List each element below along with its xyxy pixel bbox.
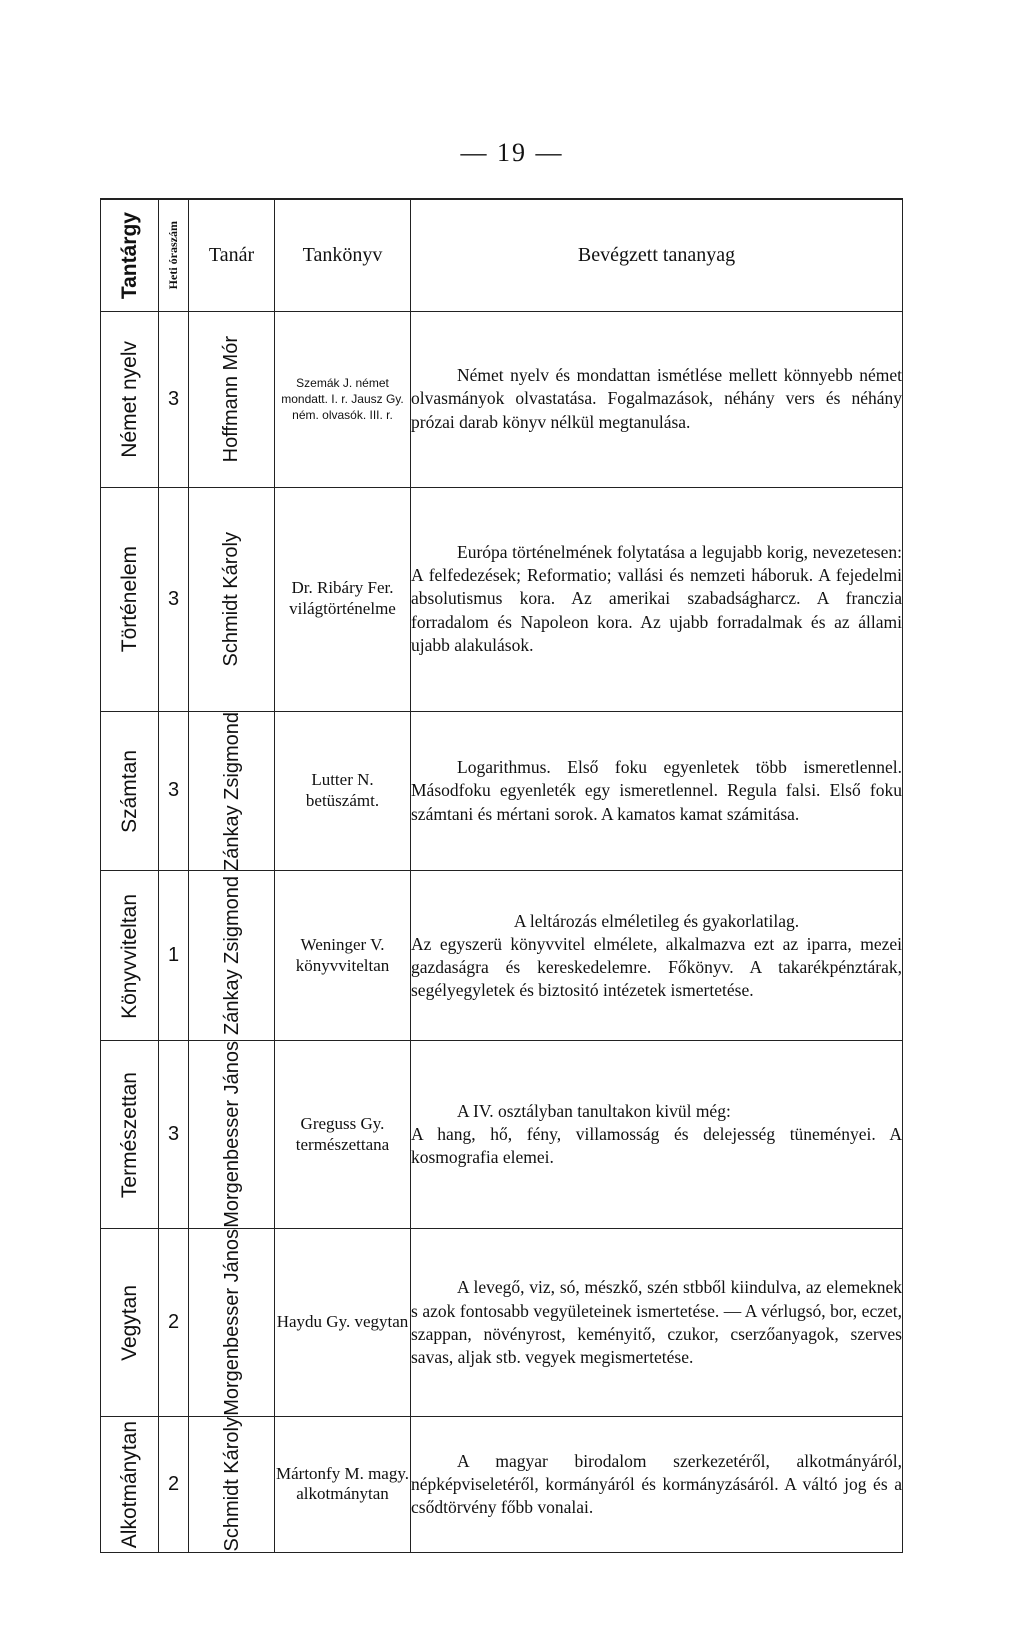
content-cell: A magyar birodalom szerkezetéről, alkotmányáról, népképviseletéről, kormányáról és kormányzásáról. A váltó jog és a csődtörvény főbb vonalai. [411,1417,903,1553]
textbook-cell: Mártonfy M. magy. alkotmánytan [275,1417,411,1553]
textbook-cell: Haydu Gy. vegytan [275,1229,411,1417]
table-row [101,711,903,871]
header-subject: Tantárgy [101,199,159,311]
textbook-cell: Greguss Gy. természettana [275,1041,411,1229]
teacher-cell: Hoffmann Mór [189,311,275,487]
header-content: Bevégzett tananyag [411,199,903,311]
teacher-cell: Morgenbesser János [189,1229,275,1417]
content-cell: A levegő, viz, só, mészkő, szén stbből kiindulva, az elemeknek s azok fontosabb vegyületeinek ismertetése. — A vérlugsó, bor, eczet, szappan, növényrost, keményitő, czukor, cserzőanyagok, szerves savas, aljak stb. vegyek megismertetése. [411,1229,903,1417]
textbook-cell: Dr. Ribáry Fer. világtörténelme [275,487,411,711]
textbook-cell: Szemák J. német mondatt. I. r. Jausz Gy. ném. olvasók. III. r. [275,311,411,487]
content-cell: Német nyelv és mondattan ismétlése mellett könnyebb német olvasmányok olvastatása. Fogalmazások, néhány vers és néhány prózai darab könyv nélkül megtanulása. [411,311,903,487]
hours-cell: 3 [159,311,189,487]
teacher-cell: Morgenbesser János [189,1041,275,1229]
hours-cell: 2 [159,1417,189,1553]
subject-cell: Német nyelv [101,311,159,487]
content-cell: A IV. osztályban tanultakon kivül még: A hang, hő, fény, villamosság és delejesség tüneményei. A kosmografia elemei. [411,1041,903,1229]
hours-cell: 3 [159,487,189,711]
content-cell: Európa történelmének folytatása a legujabb korig, nevezetesen: A felfedezések; Reformatio; vallási és nemzeti háboruk. A fejedelmi absolutismus kora. Az amerikai szabadságharcz. A franczia forradalom és Napoleon kora. Az ujabb forradalmak és az állami ujabb alakulások. [411,487,903,711]
hours-cell: 1 [159,871,189,1041]
content-cell: A leltározás elméletileg és gyakorlatilag. Az egyszerü könyvvitel elmélete, alkalmazva ezt az iparra, mezei gazdaságra és kereskedelemre. Főkönyv. A takarékpénztárak, segélyegyletek és biztositó intézetek ismertetése. [411,871,903,1041]
curriculum-table [100,198,903,1553]
table-row [101,1041,903,1229]
teacher-cell: Zánkay Zsigmond [189,871,275,1041]
content-cell: Logarithmus. Első foku egyenletek több ismeretlennel. Másodfoku egyenleték egy ismeretlennel. Regula falsi. Első foku számtani és mértani sorok. A kamatos kamat számitása. [411,711,903,871]
header-row [101,199,903,311]
table-row [101,871,903,1041]
subject-cell: Számtan [101,711,159,871]
teacher-cell: Zánkay Zsigmond [189,711,275,871]
subject-cell: Természettan [101,1041,159,1229]
hours-cell: 2 [159,1229,189,1417]
subject-cell: Könyvviteltan [101,871,159,1041]
textbook-cell: Weninger V. könyvviteltan [275,871,411,1041]
table-row [101,1229,903,1417]
header-hours: Heti óraszám [159,199,189,311]
table-row [101,487,903,711]
subject-cell: Alkotmánytan [101,1417,159,1553]
subject-cell: Történelem [101,487,159,711]
textbook-cell: Lutter N. betüszámt. [275,711,411,871]
subject-cell: Vegytan [101,1229,159,1417]
page-number: — 19 — [460,138,564,167]
teacher-cell: Schmidt Károly [189,1417,275,1553]
teacher-cell: Schmidt Károly [189,487,275,711]
hours-cell: 3 [159,1041,189,1229]
table-row [101,1417,903,1553]
hours-cell: 3 [159,711,189,871]
header-textbook: Tankönyv [275,199,411,311]
table-row [101,311,903,487]
header-teacher: Tanár [189,199,275,311]
